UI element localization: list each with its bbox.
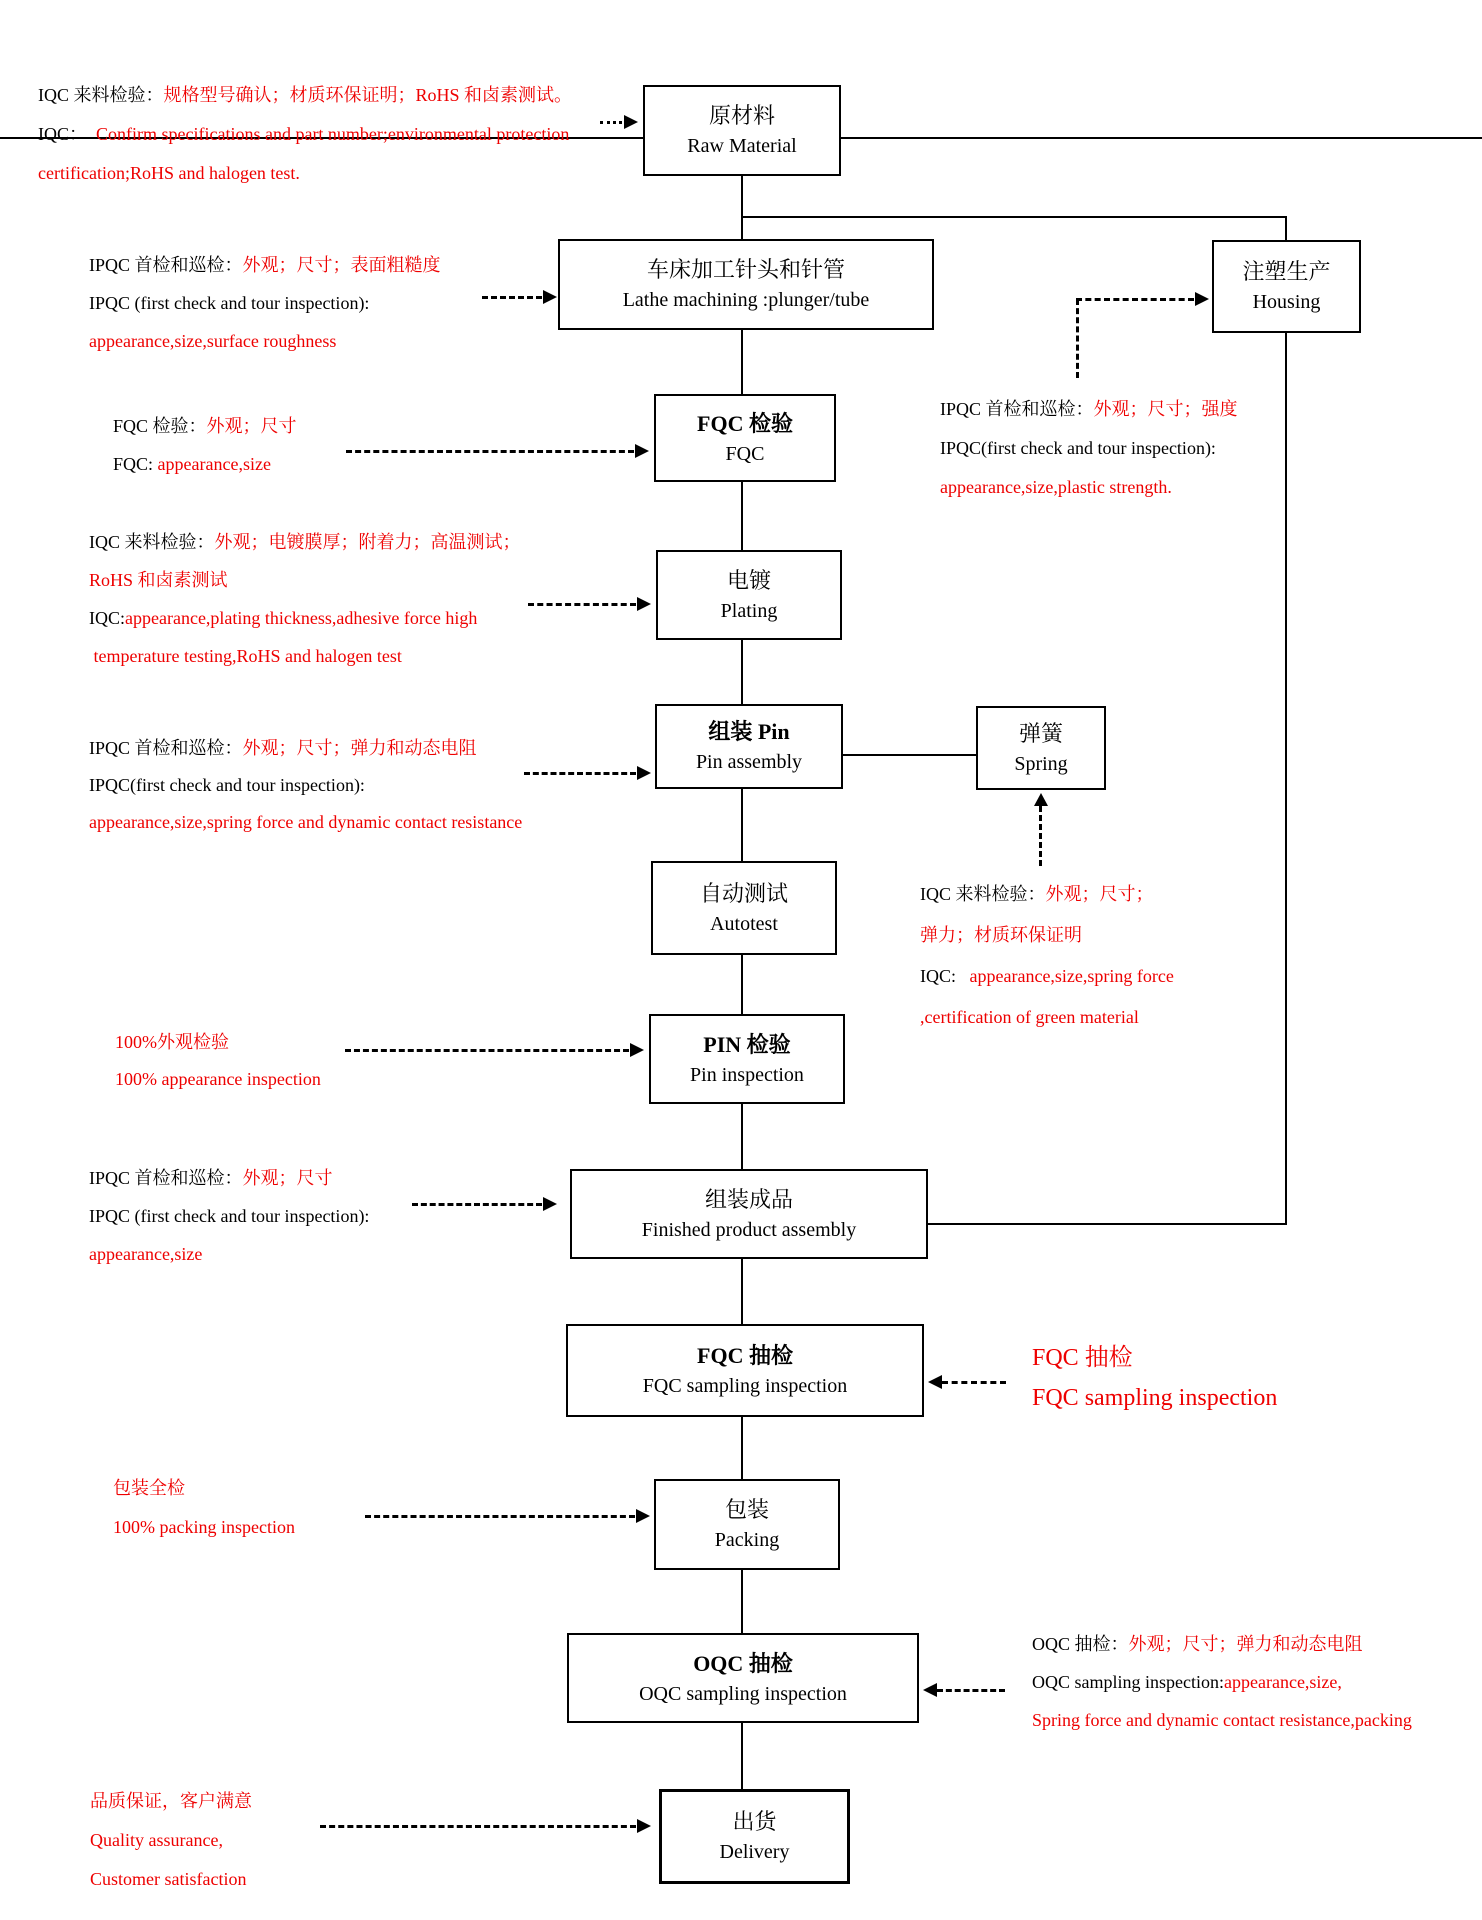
connector-fqc-to-plating: [741, 480, 743, 550]
arrow-packing-dashes: [365, 1515, 635, 1518]
node-pin-inspection-zh: PIN 检验: [703, 1031, 791, 1057]
node-fqc-sampling: [566, 1324, 924, 1417]
node-raw-material-zh: 原材料: [708, 103, 775, 128]
arrow-ipqc-housing-dashes: [1076, 298, 1194, 301]
connector-housing-drop: [1285, 216, 1287, 242]
node-delivery-en: Delivery: [719, 1841, 790, 1863]
arrow-delivery-dashes: [320, 1825, 636, 1828]
node-oqc-sampling-en: OQC sampling inspection: [639, 1682, 847, 1705]
arrow-ipqc-housing-head: [1195, 292, 1209, 306]
node-fqc-zh: FQC 检验: [697, 410, 793, 436]
annotation-fqc-inspection: FQC 检验：外观；尺寸 FQC: appearance,size: [113, 416, 297, 474]
node-fqc: [654, 394, 836, 482]
connector-inspection-to-finished: [741, 1104, 743, 1169]
arrow-pin-dashes: [524, 772, 636, 775]
annotation-ipqc-housing: IPQC 首检和巡检：外观；尺寸；强度 IPQC(first check and tour inspection): appearance,size,plastic strength.: [940, 399, 1238, 497]
node-raw-material-en: Raw Material: [687, 135, 797, 157]
connector-autotest-to-inspection: [741, 955, 743, 1014]
arrow-ipqc-housing-vertical: [1076, 299, 1079, 378]
node-plating: [656, 550, 842, 640]
arrow-iqc-spring-head: [1034, 793, 1048, 806]
node-spring: [976, 706, 1106, 790]
connector-fqcsampling-to-packing: [741, 1417, 743, 1479]
annotation-100-packing: 包装全检 100% packing inspection: [113, 1478, 295, 1537]
node-finished-assembly-en: Finished product assembly: [641, 1218, 857, 1241]
connector-oqc-to-delivery: [741, 1723, 743, 1789]
connector-plating-to-pin: [741, 640, 743, 704]
node-autotest-en: Autotest: [710, 912, 778, 935]
arrow-iqc-raw-dashes: [600, 121, 622, 124]
arrow-plating-head: [637, 597, 651, 611]
node-fqc-en: FQC: [725, 442, 765, 465]
node-spring-zh: 弹簧: [1018, 720, 1063, 746]
arrow-finished-head: [543, 1197, 557, 1211]
annotation-oqc-sampling: OQC 抽检：外观；尺寸；弹力和动态电阻 OQC sampling inspection:appearance,size, Spring force and dynamic contact resistance,packing: [1032, 1634, 1412, 1730]
node-fqc-sampling-en: FQC sampling inspection: [642, 1375, 848, 1397]
arrow-iqc-spring-dashes: [1039, 806, 1042, 866]
node-packing: [654, 1479, 840, 1570]
node-delivery-zh: 出货: [732, 1809, 777, 1834]
node-packing-zh: 包装: [724, 1497, 769, 1522]
annotation-100-appearance: 100%外观检验 100% appearance inspection: [115, 1032, 321, 1089]
arrow-packing-head: [636, 1509, 650, 1523]
node-fqc-sampling-zh: FQC 抽检: [697, 1343, 793, 1368]
arrow-fqcsampling-dashes: [942, 1381, 1006, 1384]
node-lathe-machining-en: Lathe machining :plunger/tube: [622, 289, 870, 311]
arrow-oqc-head: [923, 1683, 937, 1697]
connector-housing-to-finished: [928, 1223, 1287, 1225]
node-autotest: [651, 861, 837, 955]
arrow-oqc-dashes: [937, 1689, 1005, 1692]
node-pin-assembly-zh: 组装 Pin: [708, 719, 790, 744]
node-oqc-sampling: [567, 1633, 919, 1723]
node-housing-en: Housing: [1252, 291, 1321, 313]
annotation-iqc-raw-material: IQC 来料检验：规格型号确认；材质环保证明；RoHS 和卤素测试。 IQC： Confirm specifications and part number;environmental protection certification;RoHS and halogen test.: [38, 85, 573, 183]
connector-packing-to-oqc: [741, 1570, 743, 1633]
node-housing: [1212, 240, 1361, 333]
arrow-plating-dashes: [528, 603, 636, 606]
arrow-iqc-raw-head: [624, 115, 638, 129]
arrow-pininspection-dashes: [345, 1049, 629, 1052]
arrow-pin-head: [637, 766, 651, 780]
connector-finished-to-fqcsampling: [741, 1259, 743, 1324]
node-autotest-zh: 自动测试: [699, 880, 788, 906]
node-delivery: [659, 1789, 850, 1884]
node-pin-inspection-en: Pin inspection: [690, 1063, 804, 1086]
arrow-delivery-head: [637, 1819, 651, 1833]
node-plating-zh: 电镀: [726, 567, 771, 593]
annotation-iqc-plating: IQC 来料检验：外观；电镀膜厚；附着力；高温测试； RoHS 和卤素测试 IQC:appearance,plating thickness,adhesive force high temperature testing,RoHS and halogen test: [89, 532, 521, 666]
node-pin-assembly-en: Pin assembly: [695, 751, 803, 773]
arrow-ipqc-lathe-dashes: [482, 296, 542, 299]
annotation-ipqc-pin-assembly: IPQC 首检和巡检：外观；尺寸；弹力和动态电阻 IPQC(first check and tour inspection): appearance,size,spring force and dynamic contact resistance: [89, 738, 523, 832]
arrow-fqcsampling-head: [928, 1375, 942, 1389]
arrow-pininspection-head: [630, 1043, 644, 1057]
node-pin-inspection: [649, 1014, 845, 1104]
connector-pin-to-autotest: [741, 789, 743, 861]
connector-raw-to-lathe: [741, 176, 743, 239]
node-oqc-sampling-zh: OQC 抽检: [693, 1650, 793, 1676]
annotation-ipqc-lathe: IPQC 首检和巡检：外观；尺寸；表面粗糙度 IPQC (first check and tour inspection): appearance,size,surface roughness: [89, 255, 441, 351]
node-pin-assembly: [655, 704, 843, 789]
arrow-finished-dashes: [412, 1203, 542, 1206]
annotation-ipqc-finished: IPQC 首检和巡检：外观；尺寸 IPQC (first check and tour inspection): appearance,size: [89, 1168, 370, 1264]
node-plating-en: Plating: [720, 599, 778, 622]
node-packing-en: Packing: [714, 1529, 780, 1551]
annotation-fqc-sampling: FQC 抽检 FQC sampling inspection: [1032, 1345, 1278, 1411]
node-finished-assembly: [570, 1169, 928, 1259]
connector-branch-to-housing: [741, 216, 1287, 218]
annotation-iqc-spring: IQC 来料检验：外观；尺寸； 弹力；材质环保证明 IQC: appearance,size,spring force ,certification of green material: [920, 884, 1174, 1027]
node-housing-zh: 注塑生产: [1242, 259, 1331, 284]
arrow-fqc-head: [635, 444, 649, 458]
node-spring-en: Spring: [1014, 752, 1068, 775]
connector-housing-down: [1285, 333, 1287, 1225]
node-lathe-machining: [558, 239, 934, 330]
arrow-ipqc-lathe-head: [543, 290, 557, 304]
connector-pin-to-spring: [843, 754, 976, 756]
annotation-quality-assurance: 品质保证，客户满意 Quality assurance, Customer satisfaction: [90, 1791, 252, 1889]
connector-lathe-to-fqc: [741, 330, 743, 394]
node-raw-material: [643, 85, 841, 176]
node-lathe-machining-zh: 车床加工针头和针管: [646, 257, 845, 282]
arrow-fqc-dashes: [346, 450, 634, 453]
node-finished-assembly-zh: 组装成品: [704, 1186, 793, 1212]
